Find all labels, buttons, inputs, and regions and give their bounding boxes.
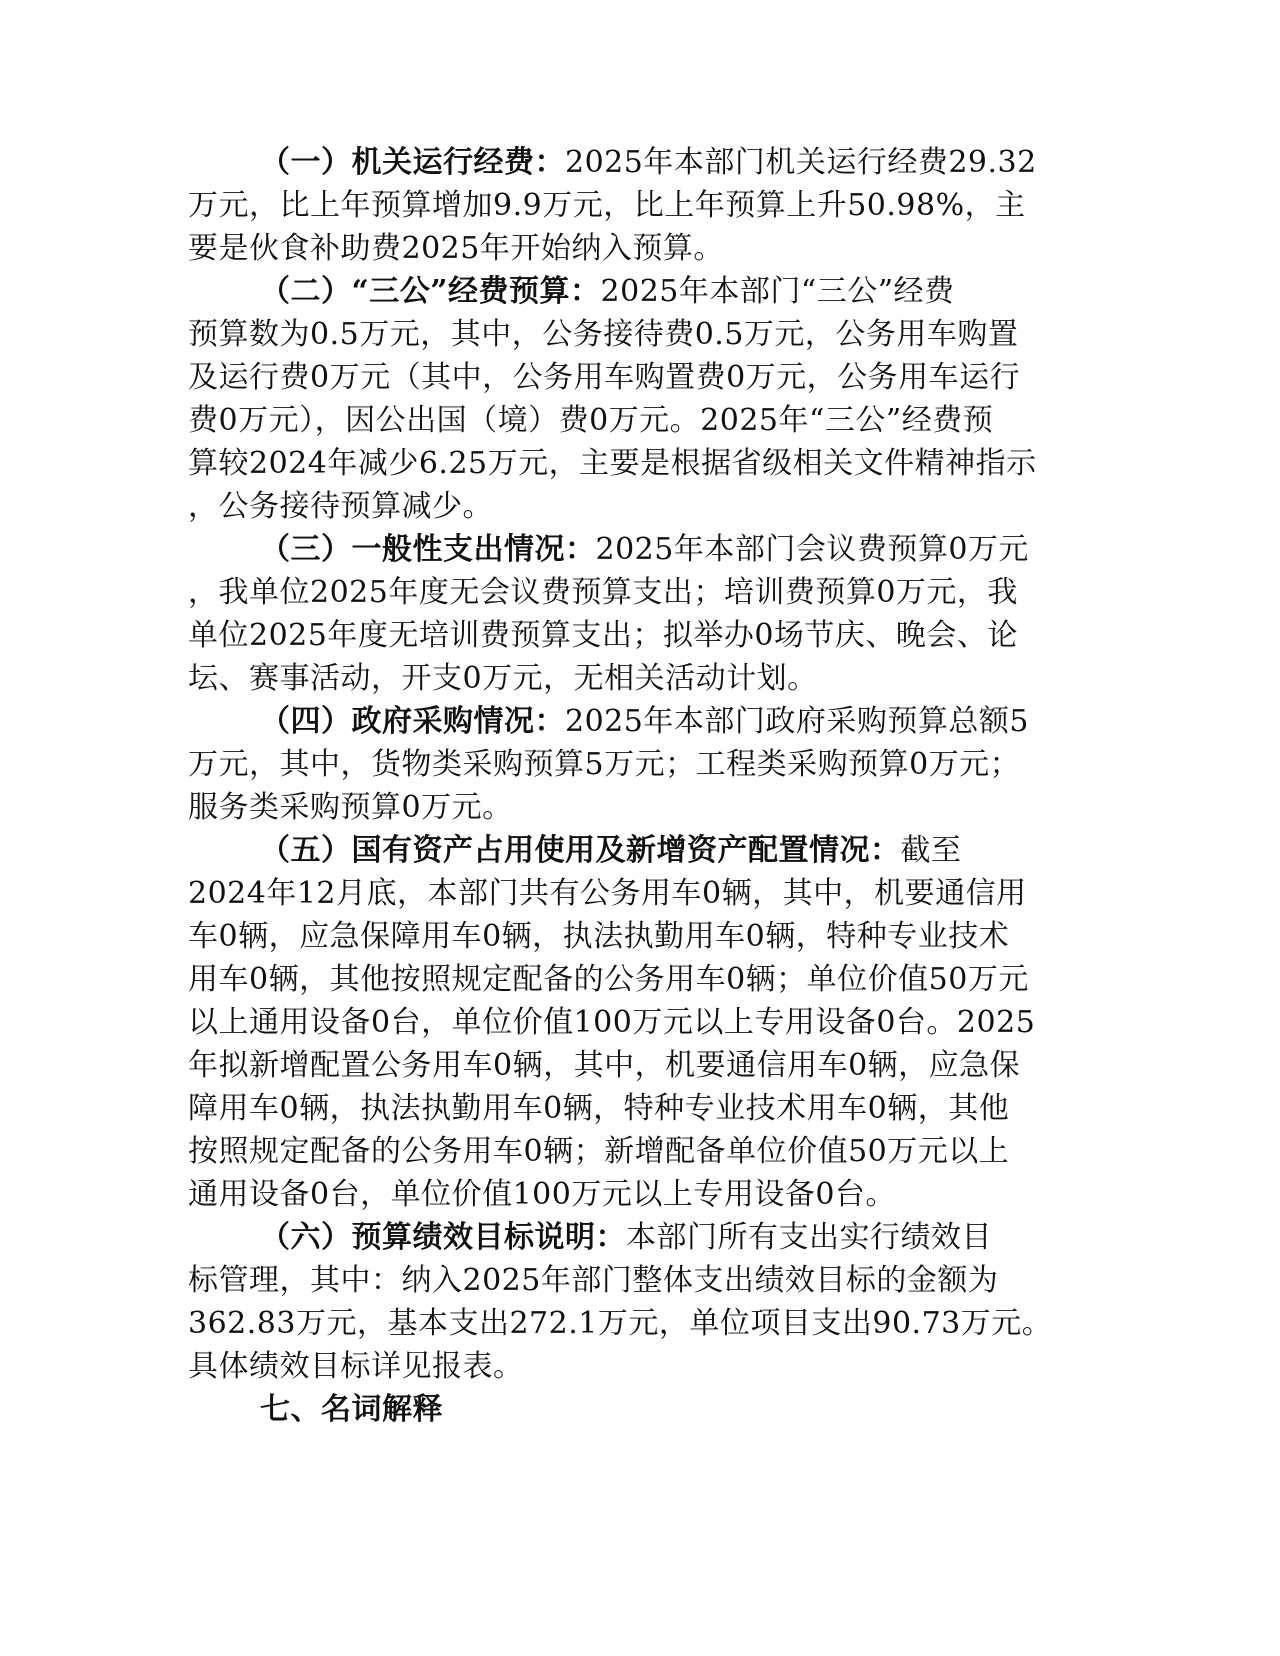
section-4-heading: （四）政府采购情况：: [260, 704, 565, 739]
section-4-text: 2025年本部门政府采购预算总额5: [565, 704, 1029, 739]
section-1-heading: （一）机关运行经费：: [260, 145, 565, 180]
section-5-line-9: 通用设备0台，单位价值100万元以上专用设备0台。: [188, 1177, 896, 1212]
section-5-line-5: 以上通用设备0台，单位价值100万元以上专用设备0台。2025: [188, 1005, 1036, 1040]
section-5-line-4: 用车0辆，其他按照规定配备的公务用车0辆；单位价值50万元: [188, 962, 1029, 997]
section-1-line-1: [260, 141, 1160, 184]
section-6-line-1: [260, 1216, 1160, 1259]
section-2-line-3: 及运行费0万元（其中，公务用车购置费0万元，公务用车运行: [188, 360, 1021, 395]
section-2-line-1: [260, 270, 1160, 313]
section-5-text: 截至: [900, 833, 962, 868]
section-6-line-2: 标管理，其中：纳入2025年部门整体支出绩效目标的金额为: [188, 1263, 999, 1298]
section-3-line-2: ，我单位2025年度无会议费预算支出；培训费预算0万元，我: [188, 575, 1018, 610]
section-2-text: 2025年本部门“三公”经费: [600, 274, 955, 309]
section-4-line-3: 服务类采购预算0万元。: [188, 790, 513, 825]
section-2-line-4: 费0万元），因公出国（境）费0万元。2025年“三公”经费预: [188, 403, 994, 438]
section-6-line-4: 具体绩效目标详见报表。: [188, 1349, 524, 1384]
section-4-line-2: 万元，其中，货物类采购预算5万元；工程类采购预算0万元；: [188, 747, 1021, 782]
chapter-heading: 七、名词解释: [260, 1392, 443, 1427]
section-3-line-1: [260, 528, 1160, 571]
section-5-line-7: 障用车0辆，执法执勤用车0辆，特种专业技术用车0辆，其他: [188, 1091, 1010, 1126]
section-5-line-2: 2024年12月底，本部门共有公务用车0辆，其中，机要通信用: [188, 876, 1027, 911]
section-6-text: 本部门所有支出实行绩效目: [626, 1220, 992, 1255]
section-1-text: 2025年本部门机关运行经费29.32: [565, 145, 1037, 180]
section-5-line-3: 车0辆，应急保障用车0辆，执法执勤用车0辆，特种专业技术: [188, 919, 1010, 954]
section-6-line-3: 362.83万元，基本支出272.1万元，单位项目支出90.73万元。: [188, 1306, 1053, 1341]
section-5-heading: （五）国有资产占用使用及新增资产配置情况：: [260, 833, 901, 868]
section-1-line-3: 要是伙食补助费2025年开始纳入预算。: [188, 231, 724, 266]
section-5-line-1: [260, 829, 1160, 872]
section-2-line-5: 算较2024年减少6.25万元，主要是根据省级相关文件精神指示: [188, 446, 1037, 481]
section-6-heading: （六）预算绩效目标说明：: [260, 1220, 626, 1255]
section-2-line-2: 预算数为0.5万元，其中，公务接待费0.5万元，公务用车购置: [188, 317, 1019, 352]
section-3-line-3: 单位2025年度无培训费预算支出；拟举办0场节庆、晚会、论: [188, 618, 1018, 653]
section-2-heading: （二）“三公”经费预算：: [260, 274, 601, 309]
section-4-line-1: [260, 700, 1160, 743]
section-5-line-6: 年拟新增配置公务用车0辆，其中，机要通信用车0辆，应急保: [188, 1048, 1021, 1083]
section-5-line-8: 按照规定配备的公务用车0辆；新增配备单位价值50万元以上: [188, 1134, 1010, 1169]
section-3-text: 2025年本部门会议费预算0万元: [595, 532, 1029, 567]
section-3-line-4: 坛、赛事活动，开支0万元，无相关活动计划。: [188, 661, 818, 696]
section-2-line-6: ，公务接待预算减少。: [188, 489, 493, 524]
section-1-line-2: 万元，比上年预算增加9.9万元，比上年预算上升50.98%，主: [188, 188, 1026, 223]
section-3-heading: （三）一般性支出情况：: [260, 532, 596, 567]
